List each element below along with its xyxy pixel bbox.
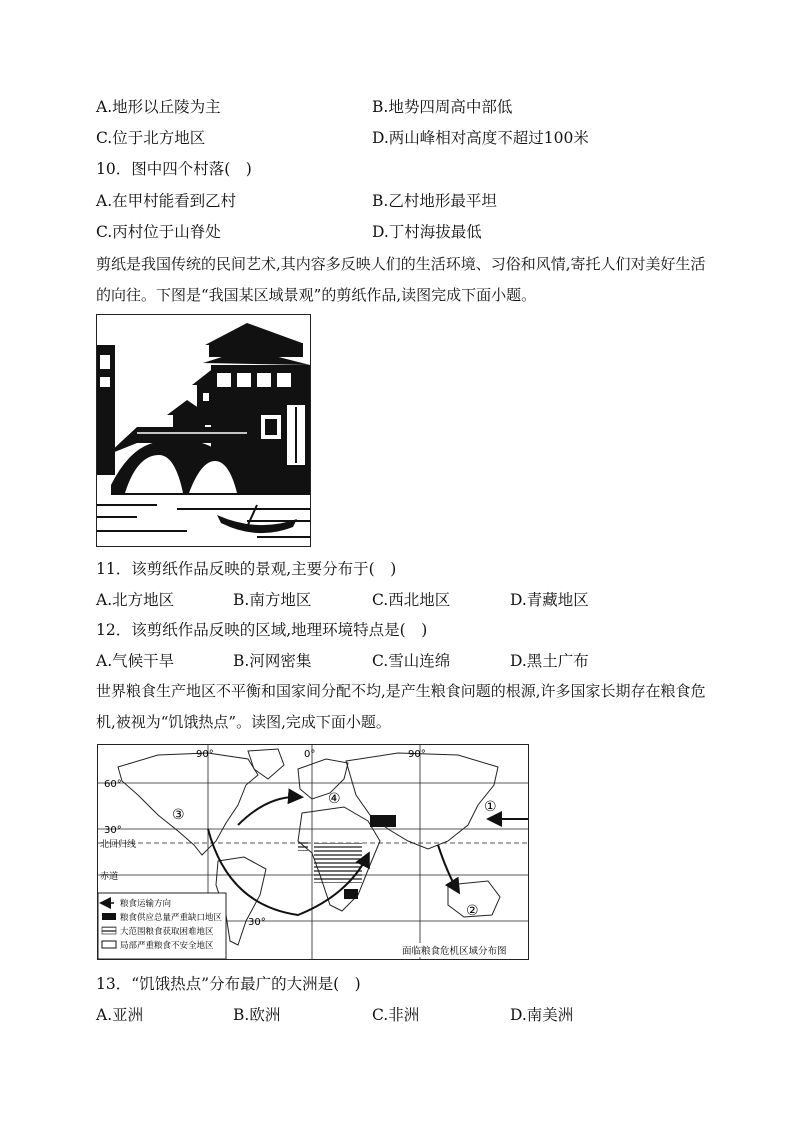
marker-1: ① — [484, 799, 497, 815]
hunger-map — [98, 745, 528, 959]
q13-stem: 13．“饥饿热点”分布最广的大洲是( ) — [96, 975, 361, 993]
q10-option-d: D.丁村海拔最低 — [372, 223, 482, 241]
legend-black-swatch — [102, 913, 116, 920]
q9-option-b: B.地势四周高中部低 — [372, 98, 513, 116]
passage-papercut: 剪纸是我国传统的民间艺术,其内容多反映人们的生活环境、习俗和风情,寄托人们对美好生活的向往。下图是“我国某区域景观”的剪纸作品,读图完成下面小题。 — [96, 255, 706, 304]
q10-option-c: C.丙村位于山脊处 — [96, 223, 221, 241]
papercut-illustration — [97, 315, 310, 546]
q9-option-c: C.位于北方地区 — [96, 129, 206, 147]
q12-option-c: C.雪山连绵 — [372, 652, 451, 670]
legend-hatch-swatch — [102, 927, 116, 934]
q12-option-a: A.气候干旱 — [96, 652, 175, 670]
lon-label-west: 90° — [196, 749, 214, 760]
papercut-figure — [96, 314, 311, 547]
q10-option-b: B.乙村地形最平坦 — [372, 192, 497, 210]
q11-stem: 11．该剪纸作品反映的景观,主要分布于( ) — [96, 560, 397, 578]
lat-label-30n: 30° — [104, 825, 122, 836]
lat-label-30s: 30° — [248, 917, 266, 928]
q13-option-d: D.南美洲 — [510, 1006, 574, 1024]
legend-supply-gap: 粮食供应总量严重缺口地区 — [120, 913, 223, 923]
marker-4: ④ — [328, 791, 341, 807]
q12-stem: 12．该剪纸作品反映的区域,地理环境特点是( ) — [96, 621, 428, 639]
hunger-map-figure — [97, 744, 529, 960]
q11-option-d: D.青藏地区 — [510, 591, 589, 609]
legend-local-insecurity: 局部严重粮食不安全地区 — [120, 941, 214, 951]
q10-option-a: A.在甲村能看到乙村 — [96, 192, 237, 210]
legend-transport: 粮食运输方向 — [120, 899, 172, 909]
legend-outline-swatch — [102, 941, 116, 948]
marker-2: ② — [466, 903, 479, 919]
q10-stem: 10．图中四个村落( ) — [96, 160, 252, 178]
hotspot-west-africa — [298, 841, 308, 851]
map-legend — [98, 893, 226, 959]
passage-hunger: 世界粮食生产地区不平衡和国家间分配不均,是产生粮食问题的根源,许多国家长期存在粮食危机,被视为“饥饿热点”。读图,完成下面小题。 — [96, 682, 706, 731]
lon-label-0: 0° — [304, 749, 316, 760]
q11-option-a: A.北方地区 — [96, 591, 175, 609]
lat-label-60: 60° — [104, 779, 122, 790]
q12-option-b: B.河网密集 — [233, 652, 312, 670]
lon-label-east: 90° — [408, 749, 426, 760]
tropic-label: 北回归线 — [100, 840, 137, 850]
q11-option-b: B.南方地区 — [233, 591, 312, 609]
hotspot-asia-black — [370, 815, 396, 827]
map-caption: 面临粮食危机区域分布图 — [402, 946, 507, 957]
marker-3: ③ — [172, 807, 185, 823]
q9-option-a: A.地形以丘陵为主 — [96, 98, 221, 116]
q12-option-d: D.黑土广布 — [510, 652, 589, 670]
hotspot-africa-hatch — [314, 843, 362, 883]
legend-access-difficulty: 大范围粮食获取困难地区 — [120, 927, 214, 937]
q13-option-a: A.亚洲 — [96, 1006, 144, 1024]
hotspot-southern-africa — [344, 889, 358, 899]
q13-option-c: C.非洲 — [372, 1006, 420, 1024]
equator-label: 赤道 — [100, 872, 119, 882]
q11-option-c: C.西北地区 — [372, 591, 451, 609]
q13-option-b: B.欧洲 — [233, 1006, 281, 1024]
q9-option-d: D.两山峰相对高度不超过100米 — [372, 129, 589, 147]
